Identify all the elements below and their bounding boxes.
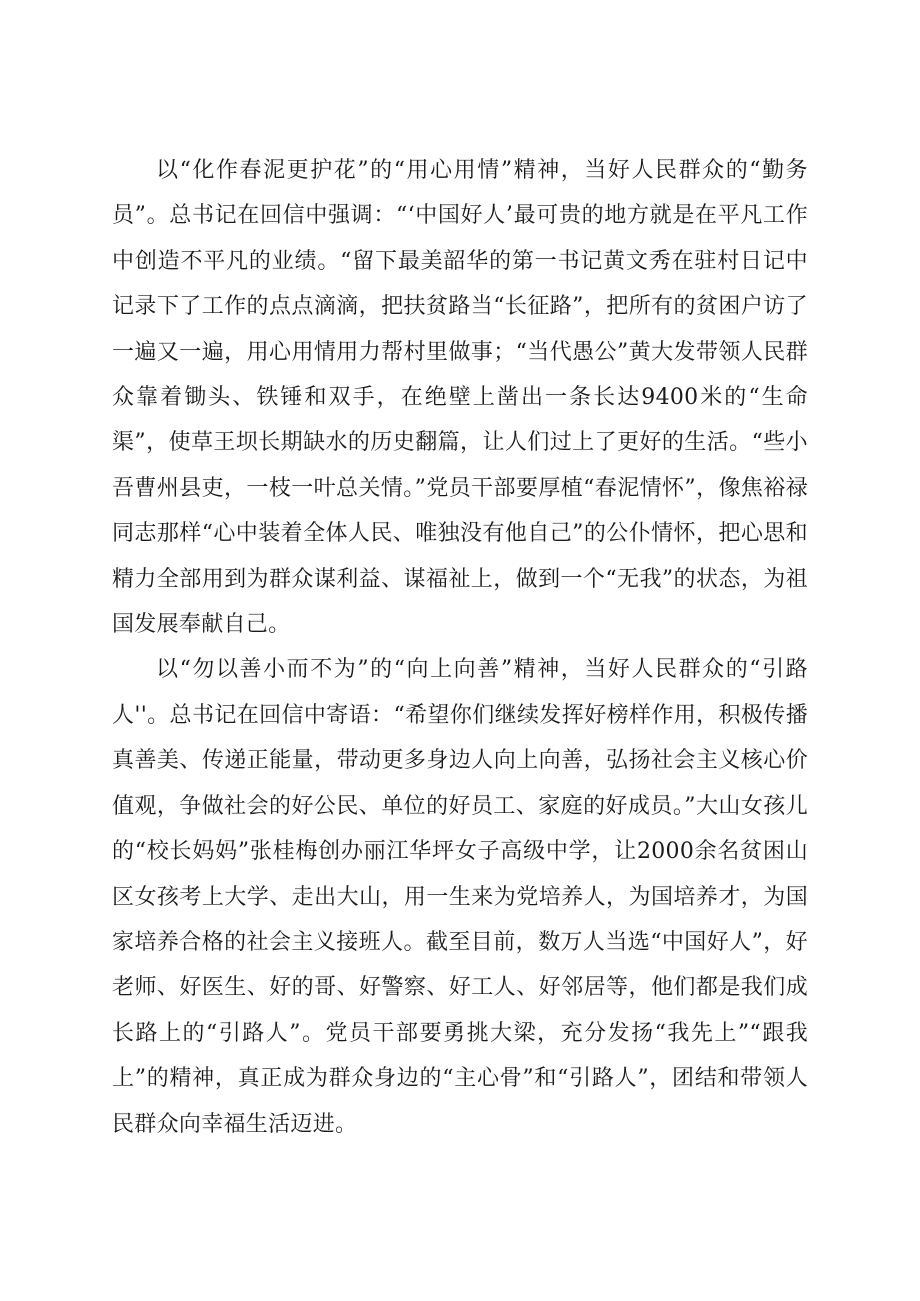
paragraph-1: 以“化作春泥更护花”的“用心用情”精神，当好人民群众的“勤务员”。总书记在回信中强调：“‘中国好人’最可贵的地方就是在平凡工作中创造不平凡的业绩。“留下最美韶华的第一书记黄文秀在驻村日记中记录下了工作的点点滴滴，把扶贫路当“长征路”，把所有的贫困户访了一遍又一遍，用心用情用力帮村里做事；“当代愚公”黄大发带领人民群众靠着锄头、铁锤和双手，在绝壁上凿出一条长达9400米的“生命渠”，使草王坝长期缺水的历史翻篇，让人们过上了更好的生活。“些小吾曹州县吏，一枝一叶总关情。”党员干部要厚植“春泥情怀”，像焦裕禄同志那样“心中装着全体人民、唯独没有他自己”的公仆情怀，把心思和精力全部用到为群众谋利益、谋福祉上，做到一个“无我”的状态，为祖国发展奉献自己。 [112,158,808,638]
document-body [112,148,808,1147]
paragraph-2: 以“勿以善小而不为”的“向上向善”精神，当好人民群众的“引路人''。总书记在回信中寄语：“希望你们继续发挥好榜样作用，积极传播真善美、传递正能量，带动更多身边人向上向善，弘扬社会主义核心价值观，争做社会的好公民、单位的好员工、家庭的好成员。”大山女孩儿的“校长妈妈”张桂梅创办丽江华坪女子高级中学，让2000余名贫困山区女孩考上大学、走出大山，用一生来为党培养人，为国培养才，为国家培养合格的社会主义接班人。截至目前，数万人当选“中国好人”，好老师、好医生、好的哥、好警察、好工人、好邻居等，他们都是我们成长路上的“引路人”。党员干部要勇挑大梁，充分发扬“我先上”“跟我上”的精神，真正成为群众身边的“主心骨”和“引路人”，团结和带领人民群众向幸福生活迈进。 [112,657,808,1137]
